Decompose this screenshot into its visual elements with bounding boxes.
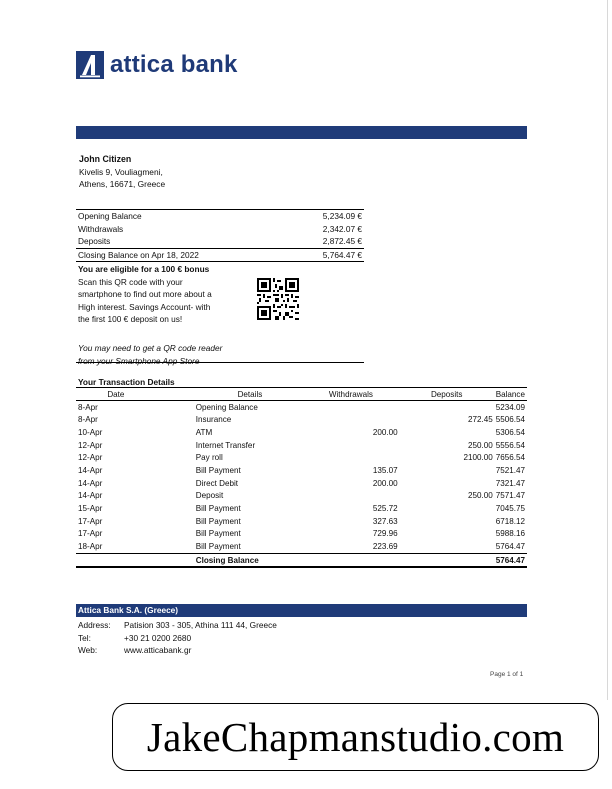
closing-date-cell (76, 553, 196, 567)
cell-deposit (401, 426, 496, 439)
col-header-deposits: Deposits (401, 388, 496, 401)
transaction-rows (76, 401, 527, 554)
transaction-section-title: Your Transaction Details (78, 377, 175, 387)
table-row (76, 489, 527, 502)
cell-date: 8-Apr (78, 402, 98, 412)
closing-deposit-cell (401, 553, 496, 567)
bonus-title: You are eligible for a 100 € bonus (78, 264, 210, 274)
cell-details: Bill Payment (195, 503, 241, 513)
cell-details: Bill Payment (195, 529, 241, 539)
col-header-withdrawals: Withdrawals (304, 388, 401, 401)
cell-date: 17-Apr (78, 516, 103, 526)
contact-label: Tel: (78, 632, 91, 643)
customer-address-block (79, 153, 165, 191)
cell-deposit: 250.00 (467, 440, 493, 450)
address-line-1: Kivelis 9, Vouliagmeni, (79, 166, 163, 177)
summary-value: 2,342.07 € (322, 223, 362, 234)
summary-value: 5,764.47 € (322, 249, 362, 260)
cell-balance: 7656.54 (495, 453, 525, 463)
contact-web-row (78, 644, 277, 657)
cell-balance: 5506.54 (495, 415, 525, 425)
header-band (76, 126, 527, 139)
cell-withdrawal: 200.00 (372, 478, 398, 488)
page-number: Page 1 of 1 (490, 671, 524, 678)
cell-date: 17-Apr (78, 529, 103, 539)
col-header-details: Details (196, 388, 304, 401)
cell-balance: 7571.47 (495, 491, 525, 501)
cell-date: 12-Apr (78, 440, 103, 450)
bonus-text-line: Scan this QR code with your (78, 276, 183, 287)
qr-code-icon[interactable] (256, 278, 300, 320)
watermark-text: JakeChapmanstudio.com (146, 714, 565, 760)
contact-web-link[interactable]: www.atticabank.gr (124, 645, 192, 656)
cell-balance: 5234.09 (495, 402, 525, 412)
footer-contact (78, 619, 277, 657)
col-header-date: Date (76, 388, 196, 401)
cell-date: 14-Apr (78, 491, 103, 501)
cell-details: Pay roll (195, 453, 223, 463)
cell-details: Direct Debit (195, 478, 239, 488)
contact-label: Web: (78, 645, 98, 656)
cell-withdrawal: 223.69 (372, 541, 398, 551)
summary-closing-row (76, 248, 364, 263)
page-edge-line (607, 0, 608, 700)
cell-details: Internet Transfer (195, 440, 256, 450)
cell-details: Insurance (195, 415, 232, 425)
cell-details: Bill Payment (195, 466, 241, 476)
table-row (76, 452, 527, 465)
closing-withdrawal-cell (304, 553, 401, 567)
contact-label: Address: (78, 620, 111, 630)
cell-withdrawal (304, 489, 401, 502)
summary-withdrawals-row (76, 223, 364, 236)
summary-opening-row (76, 209, 364, 223)
cell-deposit (401, 515, 496, 528)
cell-balance: 6718.12 (495, 516, 525, 526)
cell-details: Bill Payment (195, 541, 241, 551)
footer-company-name: Attica Bank S.A. (Greece) (78, 605, 179, 615)
table-row (76, 502, 527, 515)
cell-deposit (401, 502, 496, 515)
cell-withdrawal: 200.00 (372, 428, 398, 438)
cell-balance: 5764.47 (495, 541, 525, 551)
table-row (76, 401, 527, 414)
cell-details: ATM (195, 428, 213, 438)
cell-withdrawal (304, 452, 401, 465)
contact-address-row (78, 619, 277, 632)
account-summary (76, 209, 364, 262)
cell-details: Bill Payment (195, 516, 241, 526)
table-row (76, 515, 527, 528)
contact-value: Patision 303 - 305, Athina 111 44, Greece (124, 620, 277, 630)
bonus-text-line: the first 100 € deposit on us! (78, 314, 183, 325)
cell-deposit (401, 540, 496, 553)
address-line-2: Athens, 16671, Greece (79, 179, 166, 190)
contact-tel-row (78, 632, 277, 645)
contact-value: +30 21 0200 2680 (124, 632, 192, 643)
cell-date: 14-Apr (78, 466, 103, 476)
summary-value: 2,872.45 € (322, 236, 362, 247)
bonus-text-line: smartphone to find out more about a (78, 289, 212, 300)
cell-withdrawal: 135.07 (372, 466, 398, 476)
watermark-box (112, 703, 599, 771)
closing-value: 5764.47 (496, 553, 527, 567)
cell-details: Deposit (195, 491, 224, 501)
cell-deposit: 272.45 (467, 415, 493, 425)
summary-deposits-row (76, 235, 364, 248)
table-row (76, 527, 527, 540)
qr-note-line: You may need to get a QR code reader (78, 342, 223, 353)
table-row (76, 426, 527, 439)
summary-value: 5,234.09 € (322, 211, 362, 221)
cell-balance: 5556.54 (495, 440, 525, 450)
cell-deposit (401, 527, 496, 540)
cell-deposit (401, 401, 496, 414)
summary-label: Closing Balance on Apr 18, 2022 (78, 249, 199, 260)
col-header-balance: Balance (496, 388, 527, 401)
cell-balance: 7045.75 (495, 503, 525, 513)
table-row (76, 464, 527, 477)
cell-withdrawal: 327.63 (372, 516, 398, 526)
table-row (76, 477, 527, 490)
bank-logo (76, 50, 238, 80)
cell-date: 12-Apr (78, 453, 103, 463)
cell-withdrawal (304, 401, 401, 414)
footer-band (76, 604, 527, 617)
cell-balance: 5988.16 (495, 529, 525, 539)
bonus-text-line: High interest. Savings Account- with (78, 301, 211, 312)
cell-date: 10-Apr (78, 428, 103, 438)
cell-date: 18-Apr (78, 541, 103, 551)
table-row (76, 414, 527, 427)
bank-name: attica bank (110, 51, 238, 78)
cell-withdrawal (304, 439, 401, 452)
summary-label: Withdrawals (78, 223, 124, 234)
cell-deposit (401, 477, 496, 490)
cell-date: 15-Apr (78, 503, 103, 513)
qr-note-line: from your Smartphone App Store (78, 355, 200, 366)
cell-withdrawal (304, 414, 401, 427)
cell-details: Opening Balance (195, 402, 258, 412)
cell-deposit: 250.00 (467, 491, 493, 501)
cell-withdrawal: 729.96 (372, 529, 398, 539)
table-row (76, 439, 527, 452)
summary-label: Opening Balance (78, 211, 142, 221)
customer-name: John Citizen (79, 154, 132, 164)
cell-balance: 5306.54 (495, 428, 525, 438)
bonus-offer (78, 263, 258, 367)
table-row (76, 540, 527, 553)
cell-date: 8-Apr (78, 415, 98, 425)
table-header-row (76, 388, 527, 401)
cell-balance: 7321.47 (495, 478, 525, 488)
cell-date: 14-Apr (78, 478, 103, 488)
bonus-divider (76, 362, 364, 363)
closing-label: Closing Balance (196, 553, 304, 567)
attica-logo-icon (76, 51, 104, 79)
cell-deposit: 2100.00 (463, 453, 493, 463)
transaction-table (76, 387, 527, 568)
cell-deposit (401, 464, 496, 477)
cell-withdrawal: 525.72 (372, 503, 398, 513)
summary-label: Deposits (78, 236, 111, 247)
closing-balance-row (76, 553, 527, 567)
cell-balance: 7521.47 (495, 466, 525, 476)
